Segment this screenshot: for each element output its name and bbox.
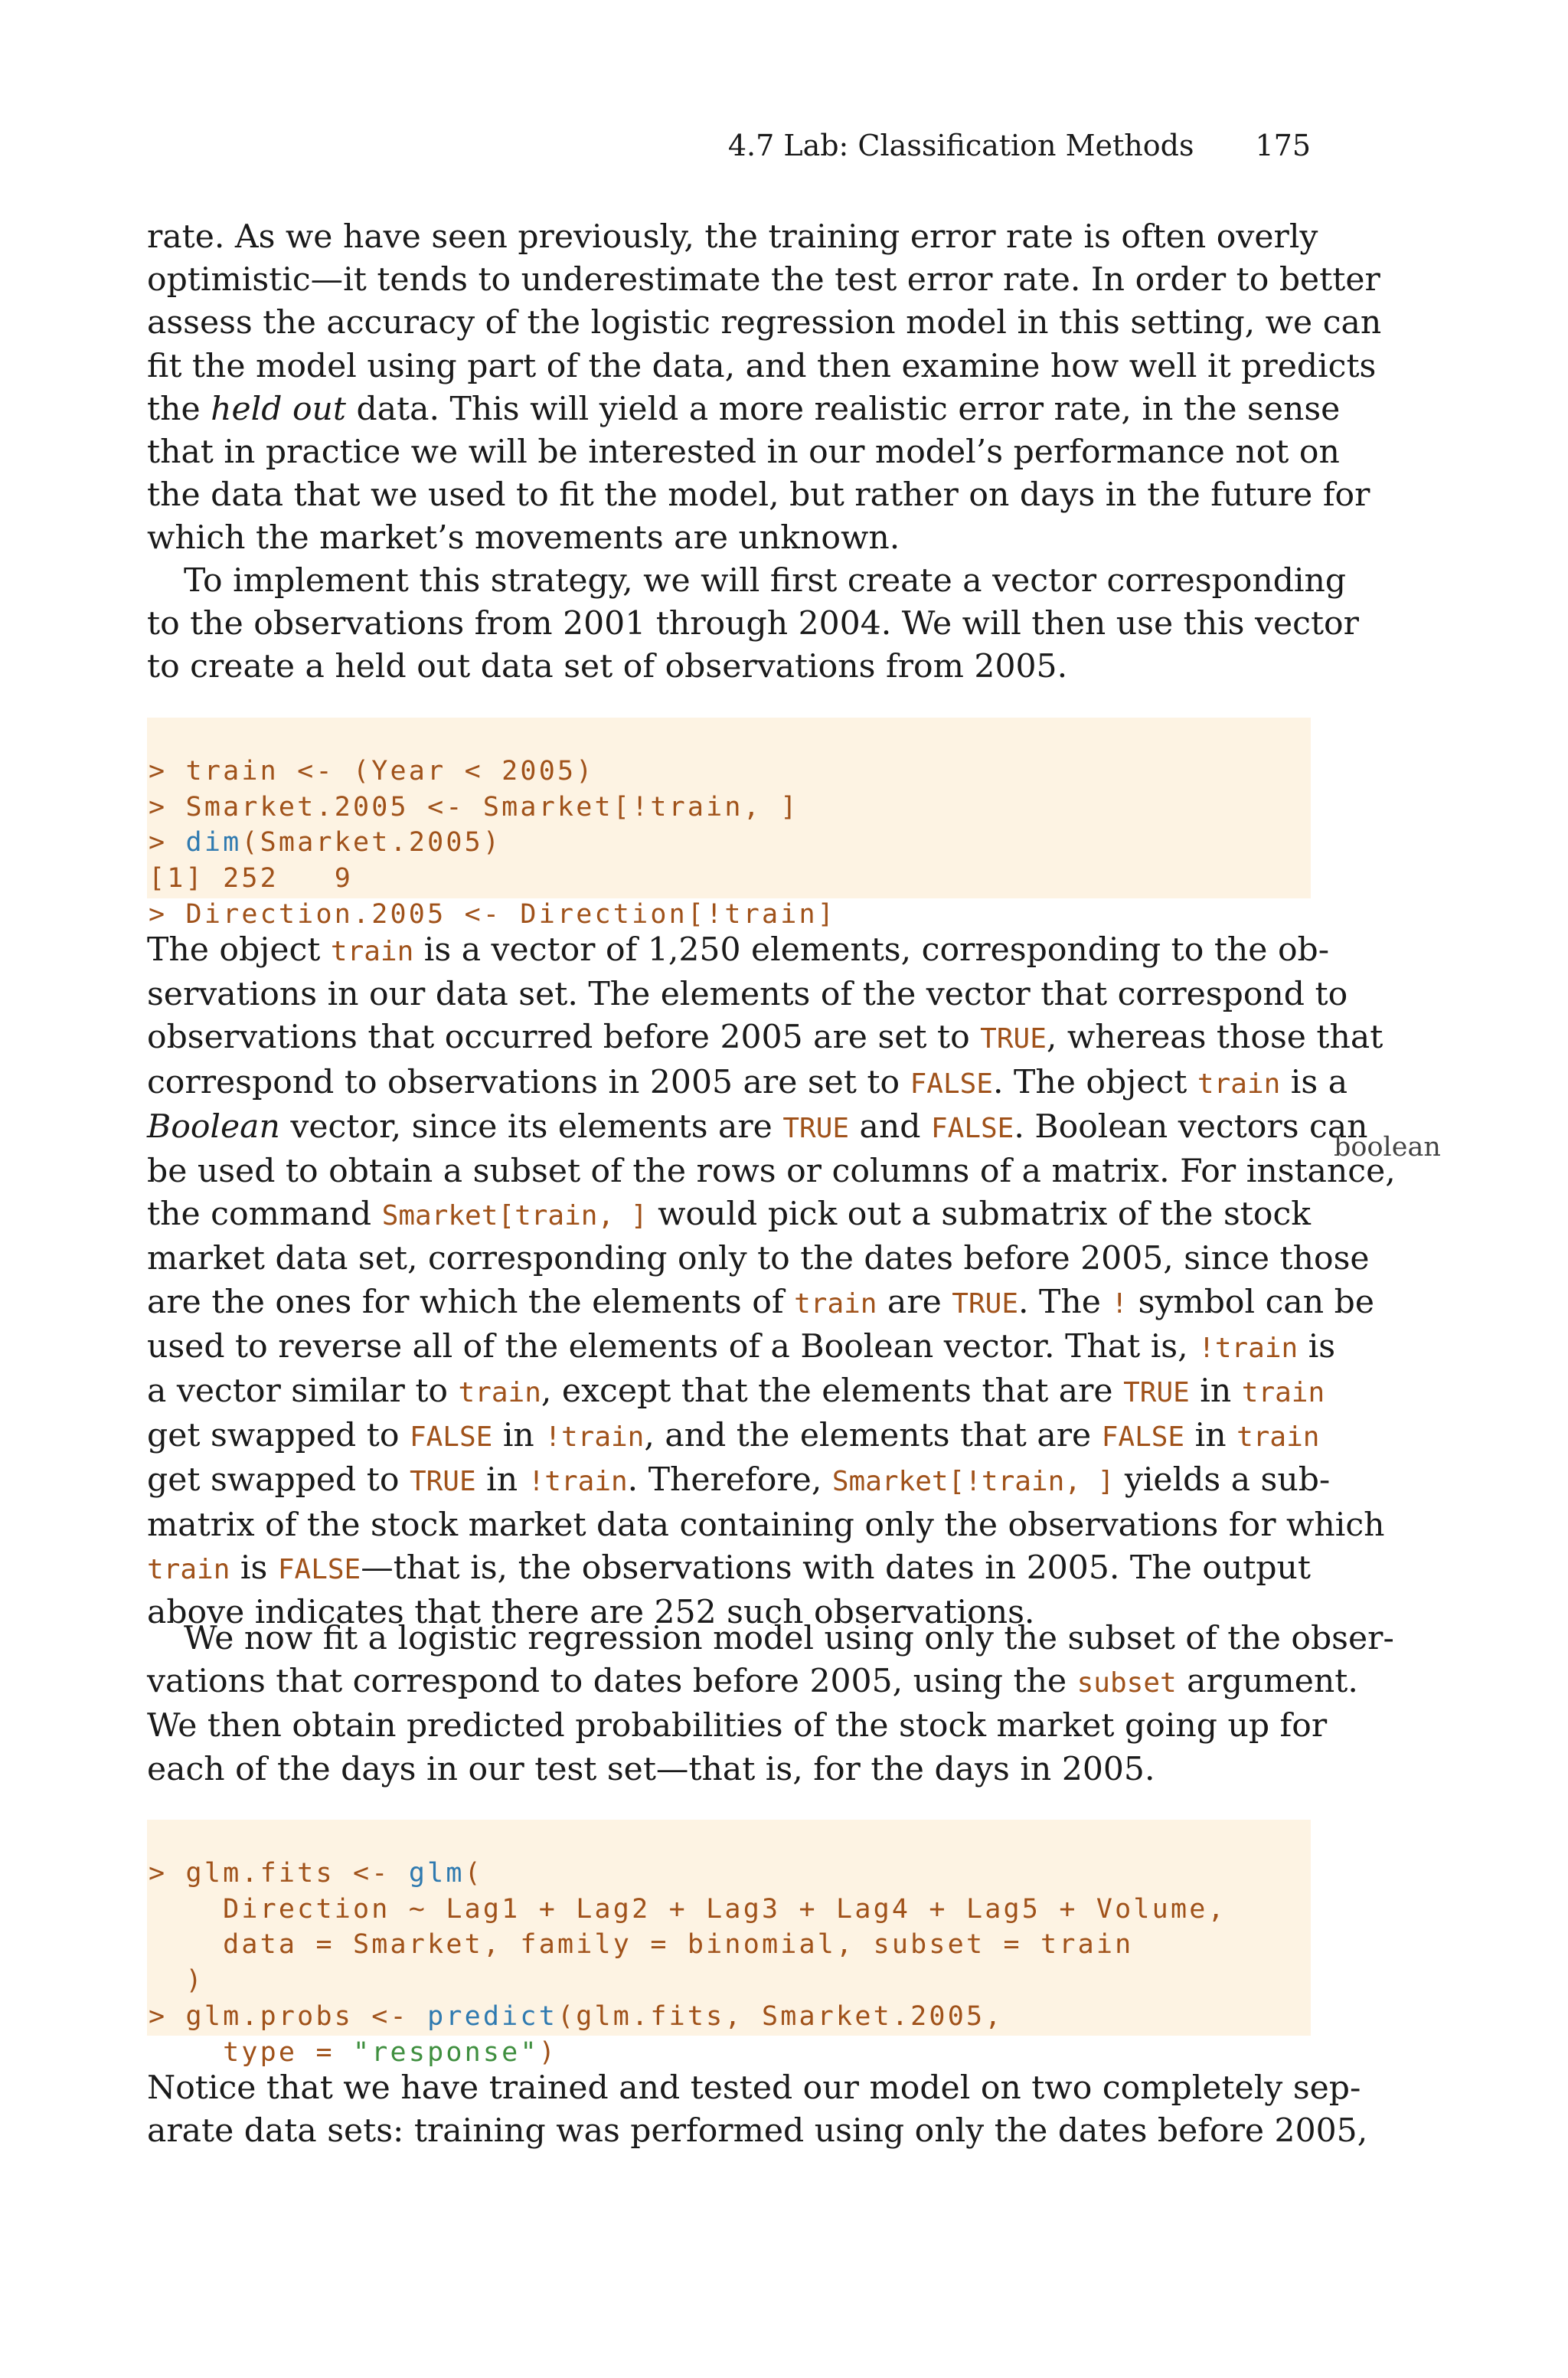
paragraph-2 [147,560,1359,689]
text-line: optimistic—it tends to underestimate the test error rate. In order to better [147,261,1380,299]
text-line: assess the accuracy of the logistic regression model in this setting, we can [147,304,1382,342]
inline-code: TRUE [782,1112,850,1144]
emphasis-held-out: held out [211,390,346,428]
code-string: "response" [353,2036,539,2068]
code-run: > glm.fits <- [149,1857,409,1889]
code-run: type = [149,2036,353,2068]
code-line [147,825,1311,861]
code-function: dim [185,827,242,859]
text-run: symbol can be [1128,1283,1374,1321]
section-title: 4.7 Lab: Classification Methods [727,129,1194,162]
text-line: above indicates that there are 252 such observations. [147,1594,1035,1632]
code-run: ) [538,2036,557,2068]
text-line [147,1281,1374,1326]
text-line [147,1326,1336,1370]
code-line: > Smarket.2005 <- Smarket[!train, ] [149,791,799,823]
code-line: Direction ~ Lag1 + Lag2 + Lag3 + Lag4 + Lag5 + Volume, [149,1893,1227,1925]
text-line [147,1061,1348,1106]
code-function: glm [408,1857,465,1889]
text-line [147,1660,1358,1705]
text-run: . The object [992,1063,1197,1101]
text-run: . Therefore, [627,1461,832,1500]
inline-code: TRUE [409,1466,476,1498]
text-line: We now fit a logistic regression model using only the subset of the obser- [184,1620,1394,1657]
code-line [147,2035,1311,2071]
inline-code: FALSE [1101,1421,1185,1454]
text-run: in [492,1417,545,1455]
paragraph-4 [147,1617,1394,1791]
code-line: ) [149,1965,204,1997]
emphasis-boolean: Boolean [147,1107,280,1146]
code-line: > Direction.2005 <- Direction[!train] [149,898,837,930]
paragraph-3 [147,929,1396,1634]
code-output: [1] 252 9 [149,863,353,895]
text-run: the command [147,1196,382,1234]
inline-code: train [330,936,414,967]
text-line [147,388,1341,431]
running-head [147,127,1311,164]
text-line: arate data sets: training was performed using only the dates before 2005, [147,2112,1368,2151]
text-run: yields a sub- [1114,1461,1331,1500]
inline-code: TRUE [1123,1377,1190,1409]
text-line: the data that we used to fit the model, but rather on days in the future for [147,476,1370,515]
code-block-2 [147,1820,1311,2068]
inline-code: ! [1111,1287,1129,1320]
text-line [147,929,1330,973]
text-line: be used to obtain a subset of the rows or columns of a matrix. For instance, [147,1153,1396,1191]
inline-code: train [458,1377,541,1409]
text-run: is a [1280,1063,1348,1101]
inline-code: TRUE [980,1023,1047,1055]
text-run: , whereas those that [1046,1019,1383,1057]
text-run: would pick out a submatrix of the stock [647,1196,1312,1234]
inline-code: FALSE [930,1112,1014,1144]
inline-code: train [794,1287,877,1320]
text-run: in [1189,1372,1242,1411]
text-run: get swapped to [147,1461,410,1500]
inline-code: !train [544,1421,645,1454]
inline-code: train [147,1553,230,1585]
text-run: get swapped to [147,1417,410,1455]
text-run: data. This will yield a more realistic error rate, in the sense [346,390,1341,428]
code-line: > train <- (Year < 2005) [149,755,595,787]
code-run: (glm.fits, Smarket.2005, [557,2000,1004,2032]
inline-code: TRUE [952,1287,1018,1320]
text-run: argument. [1176,1663,1358,1701]
text-line [147,1370,1325,1415]
code-line [147,1999,1311,2035]
text-run: are the ones for which the elements of [147,1283,795,1321]
code-run: (Smarket.2005) [241,827,502,859]
text-line [147,1016,1383,1061]
margin-note: boolean [1334,1132,1441,1163]
text-run: used to reverse all of the elements of a Boolean vector. That is, [147,1327,1199,1366]
code-line: data = Smarket, family = binomial, subset = train [149,1929,1134,1961]
text-run: in [1184,1417,1237,1455]
text-run: . The [1018,1283,1112,1321]
text-line: that in practice we will be interested in our model’s performance not on [147,433,1340,472]
paragraph-1 [147,216,1382,561]
code-function: predict [427,2000,557,2032]
text-run: and [849,1107,931,1146]
text-run: a vector similar to [147,1372,459,1411]
text-line [147,1193,1311,1238]
inline-code: !train [1198,1332,1298,1364]
inline-code: FALSE [910,1068,993,1100]
inline-code: Smarket[train, ] [381,1200,648,1232]
text-line [147,1547,1311,1591]
text-line [147,1106,1368,1150]
text-run: correspond to observations in 2005 are set to [147,1063,910,1101]
text-line: to create a held out data set of observations from 2005. [147,648,1068,686]
text-run: . Boolean vectors can [1014,1107,1368,1146]
paragraph-5 [147,2067,1368,2153]
inline-code: Smarket[!train, ] [831,1466,1115,1498]
text-run: observations that occurred before 2005 are set to [147,1019,981,1057]
inline-code: FALSE [277,1553,361,1585]
text-line: matrix of the stock market data containing only the observations for which [147,1506,1385,1544]
text-run: is [230,1549,278,1587]
text-run: vations that correspond to dates before 2005, using the [147,1663,1077,1701]
text-line: Notice that we have trained and tested our model on two completely sep- [147,2069,1361,2107]
code-line [147,1856,1311,1892]
page-number: 175 [1255,129,1311,162]
text-line: market data set, corresponding only to the dates before 2005, since those [147,1240,1370,1278]
text-line: to the observations from 2001 through 2004. We will then use this vector [147,605,1359,643]
inline-code: !train [528,1466,628,1498]
inline-code: FALSE [409,1421,493,1454]
text-run: , and the elements that are [644,1417,1102,1455]
text-run: in [475,1461,528,1500]
text-run: , except that the elements that are [541,1372,1124,1411]
text-line: To implement this strategy, we will first create a vector corresponding [184,562,1347,600]
text-line: each of the days in our test set—that is, for the days in 2005. [147,1750,1155,1788]
code-run: ( [464,1857,483,1889]
text-line: which the market’s movements are unknown. [147,519,900,558]
text-line: servations in our data set. The elements of the vector that correspond to [147,976,1348,1014]
text-run: is a vector of 1,250 elements, corresponding to the ob- [413,931,1330,969]
code-run: > [149,827,186,859]
text-line: We then obtain predicted probabilities of the stock market going up for [147,1707,1328,1745]
inline-code: train [1236,1421,1320,1454]
inline-code: subset [1076,1667,1177,1699]
text-line [147,1415,1320,1459]
text-line: fit the model using part of the data, and then examine how well it predicts [147,347,1377,385]
text-line [147,1459,1331,1503]
code-run: > glm.probs <- [149,2000,428,2032]
text-run: is [1298,1327,1336,1366]
text-run: vector, since its elements are [279,1107,783,1146]
code-block-1 [147,718,1311,930]
text-run: the [147,390,211,428]
text-run: The object [147,931,331,969]
inline-code: train [1241,1377,1325,1409]
text-run: are [877,1283,952,1321]
inline-code: train [1197,1068,1281,1100]
text-line: rate. As we have seen previously, the training error rate is often overly [147,218,1318,256]
text-run: —that is, the observations with dates in 2005. The output [361,1549,1312,1587]
